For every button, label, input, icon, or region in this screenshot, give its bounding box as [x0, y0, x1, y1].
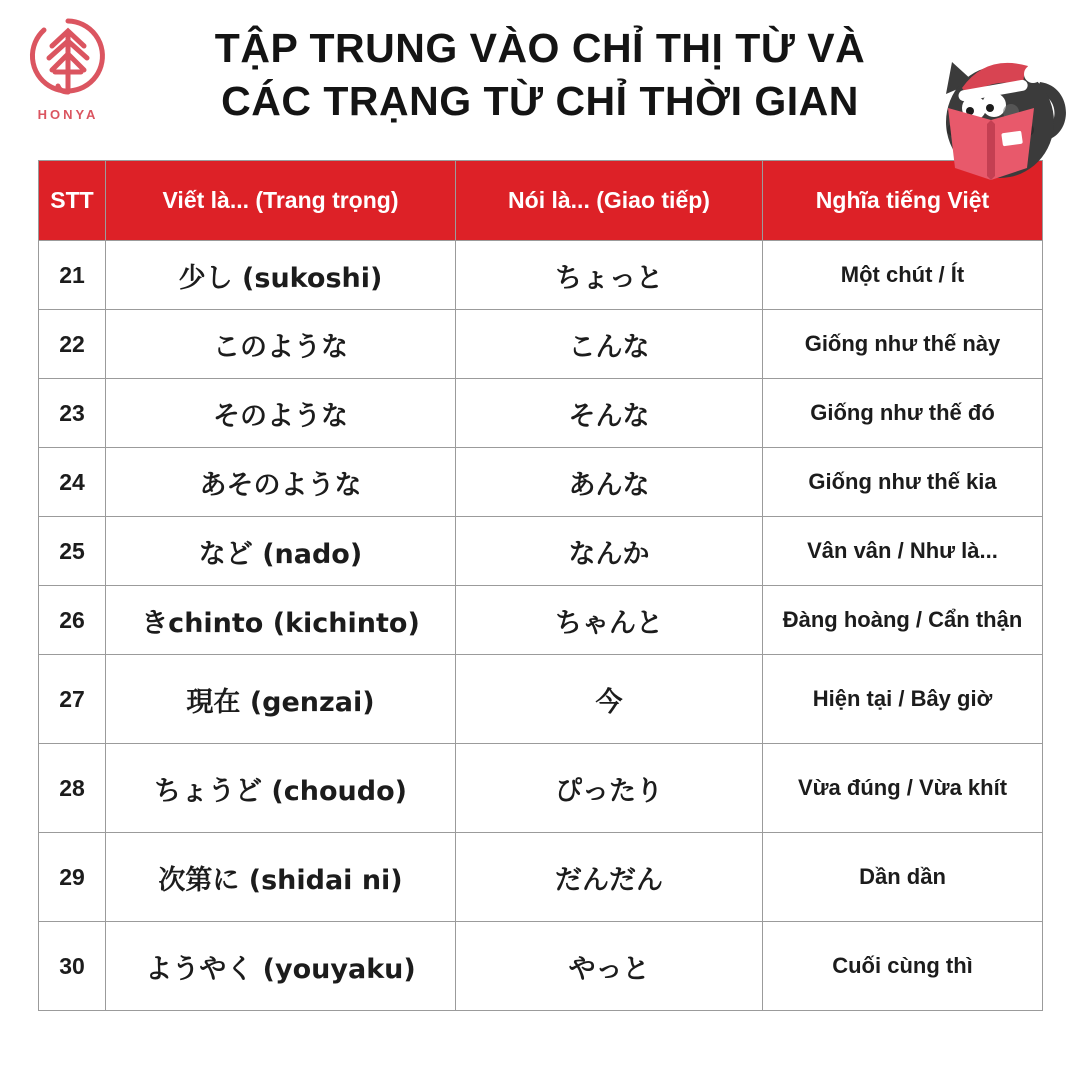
row-number-cell: 23: [39, 379, 106, 448]
brand-name: HONYA: [37, 107, 99, 122]
written-form-cell: ようやく (youyaku): [106, 922, 456, 1011]
santa-hat-pompom: [1024, 65, 1042, 83]
row-number-cell: 24: [39, 448, 106, 517]
written-form-cell: 少し (sukoshi): [106, 241, 456, 310]
column-header-spoken: Nói là... (Giao tiếp): [456, 161, 763, 241]
brand-logo: [18, 10, 118, 122]
written-form-cell: 次第に (shidai ni): [106, 833, 456, 922]
written-form-cell: あそのような: [106, 448, 456, 517]
written-form-cell: そのような: [106, 379, 456, 448]
table-row: [39, 586, 1043, 655]
table-row: [39, 241, 1043, 310]
book-left-cover: [948, 108, 991, 180]
honya-tree-logo-icon: [22, 10, 114, 102]
table-row: [39, 310, 1043, 379]
book-label: [1001, 131, 1023, 147]
header-row: [39, 161, 1043, 241]
meaning-cell: Một chút / Ít: [763, 241, 1043, 310]
column-header-written: Viết là... (Trang trọng): [106, 161, 456, 241]
meaning-cell: Đàng hoàng / Cẩn thận: [763, 586, 1043, 655]
row-number-cell: 27: [39, 655, 106, 744]
meaning-cell: Vừa đúng / Vừa khít: [763, 744, 1043, 833]
written-form-cell: このような: [106, 310, 456, 379]
meaning-cell: Vân vân / Như là...: [763, 517, 1043, 586]
meaning-cell: Hiện tại / Bây giờ: [763, 655, 1043, 744]
row-number-cell: 25: [39, 517, 106, 586]
vocabulary-table-container: [38, 160, 1042, 1011]
spoken-form-cell: ちゃんと: [456, 586, 763, 655]
spoken-form-cell: だんだん: [456, 833, 763, 922]
table-row: [39, 922, 1043, 1011]
table-row: [39, 655, 1043, 744]
cat-mascot-illustration: [912, 52, 1080, 187]
spoken-form-cell: こんな: [456, 310, 763, 379]
meaning-cell: Giống như thế kia: [763, 448, 1043, 517]
table-row: [39, 833, 1043, 922]
cat-eye: [982, 93, 1006, 117]
row-number-cell: 26: [39, 586, 106, 655]
spoken-form-cell: 今: [456, 655, 763, 744]
written-form-cell: 現在 (genzai): [106, 655, 456, 744]
book-spine: [987, 120, 995, 180]
page-title-line-2: CÁC TRẠNG TỪ CHỈ THỜI GIAN: [221, 78, 859, 125]
spoken-form-cell: ちょっと: [456, 241, 763, 310]
written-form-cell: きchinto (kichinto): [106, 586, 456, 655]
spoken-form-cell: ぴったり: [456, 744, 763, 833]
table-row: [39, 448, 1043, 517]
page-title: [130, 22, 950, 129]
meaning-cell: Cuối cùng thì: [763, 922, 1043, 1011]
spoken-form-cell: やっと: [456, 922, 763, 1011]
meaning-cell: Giống như thế đó: [763, 379, 1043, 448]
written-form-cell: など (nado): [106, 517, 456, 586]
spoken-form-cell: なんか: [456, 517, 763, 586]
written-form-cell: ちょうど (choudo): [106, 744, 456, 833]
row-number-cell: 21: [39, 241, 106, 310]
meaning-cell: Dần dần: [763, 833, 1043, 922]
row-number-cell: 28: [39, 744, 106, 833]
page-title-line-1: TẬP TRUNG VÀO CHỈ THỊ TỪ VÀ: [214, 25, 866, 71]
row-number-cell: 30: [39, 922, 106, 1011]
cat-pupil: [986, 104, 994, 112]
table-row: [39, 379, 1043, 448]
meaning-cell: Giống như thế này: [763, 310, 1043, 379]
table-body: [39, 241, 1043, 1011]
row-number-cell: 22: [39, 310, 106, 379]
row-number-cell: 29: [39, 833, 106, 922]
vocabulary-table: [38, 160, 1043, 1011]
table-row: [39, 744, 1043, 833]
table-row: [39, 517, 1043, 586]
column-header-stt: STT: [39, 161, 106, 241]
spoken-form-cell: あんな: [456, 448, 763, 517]
column-header-meaning: Nghĩa tiếng Việt: [763, 161, 1043, 241]
spoken-form-cell: そんな: [456, 379, 763, 448]
